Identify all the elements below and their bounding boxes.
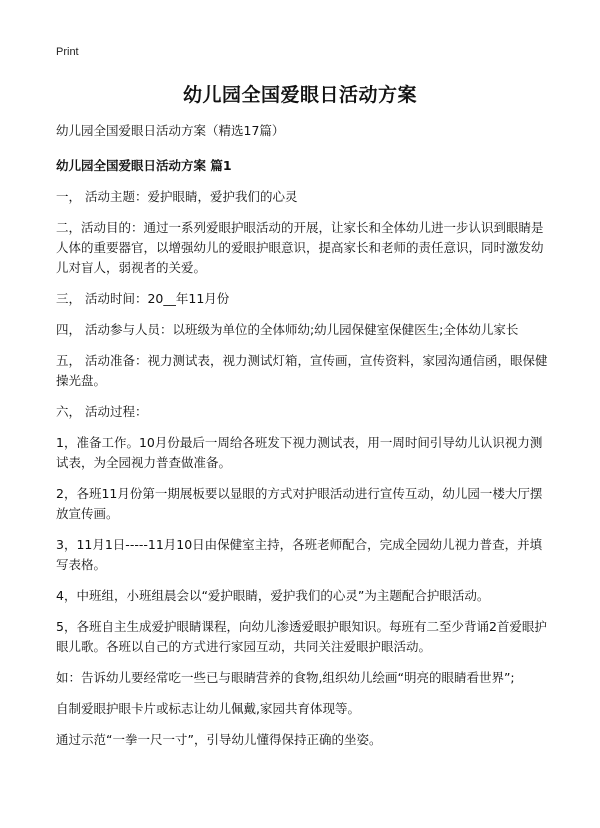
- paragraph-purpose: 二，活动目的：通过一系列爱眼护眼活动的开展，让家长和全体幼儿进一步认识到眼睛是人体的重要器官，以增强幼儿的爱眼护眼意识，提高家长和老师的责任意识，同时激发幼儿对盲人，弱视者的关爱。: [56, 220, 544, 275]
- paragraph-example: 如：告诉幼儿要经常吃一些已与眼睛营养的食物,组织幼儿绘画“明亮的眼睛看世界”;: [56, 670, 515, 685]
- paragraph-time: 三， 活动时间：20__年11月份: [56, 291, 230, 306]
- paragraph-posture: 通过示范“一拳一尺一寸”，引导幼儿懂得保持正确的坐姿。: [56, 732, 382, 747]
- section-heading: 幼儿园全国爱眼日活动方案 篇1: [56, 158, 232, 173]
- paragraph-cards: 自制爱眼护眼卡片或标志让幼儿佩戴,家园共育体现等。: [56, 701, 360, 716]
- paragraph-step-1: 1，准备工作。10月份最后一周给各班发下视力测试表，用一周时间引导幼儿认识视力测试表，为全园视力普查做准备。: [56, 435, 543, 470]
- print-link[interactable]: Print: [56, 46, 79, 58]
- document-body: [56, 121, 548, 761]
- paragraph-step-4: 4，中班组，小班组晨会以“爱护眼睛，爱护我们的心灵”为主题配合护眼活动。: [56, 588, 490, 603]
- paragraph-step-2: 2，各班11月份第一期展板要以显眼的方式对护眼活动进行宣传互动，幼儿园一楼大厅摆放宣传画。: [56, 486, 543, 521]
- paragraph-theme: 一， 活动主题：爱护眼睛，爱护我们的心灵: [56, 189, 298, 204]
- paragraph-process-heading: 六， 活动过程：: [56, 404, 148, 419]
- document-title: 幼儿园全国爱眼日活动方案: [182, 84, 417, 106]
- paragraph-preparation: 五， 活动准备：视力测试表，视力测试灯箱，宣传画，宣传资料，家园沟通信函，眼保健操光盘。: [56, 353, 548, 388]
- document-subtitle: 幼儿园全国爱眼日活动方案（精选17篇）: [56, 123, 285, 138]
- paragraph-step-3: 3，11月1日-----11月10日由保健室主持，各班老师配合，完成全园幼儿视力普查，并填写表格。: [56, 537, 543, 572]
- paragraph-participants: 四， 活动参与人员：以班级为单位的全体师幼;幼儿园保健室保健医生;全体幼儿家长: [56, 322, 519, 337]
- paragraph-step-5: 5，各班自主生成爱护眼睛课程，向幼儿渗透爱眼护眼知识。每班有二至少背诵2首爱眼护眼儿歌。各班以自己的方式进行家园互动，共同关注爱眼护眼活动。: [56, 619, 547, 654]
